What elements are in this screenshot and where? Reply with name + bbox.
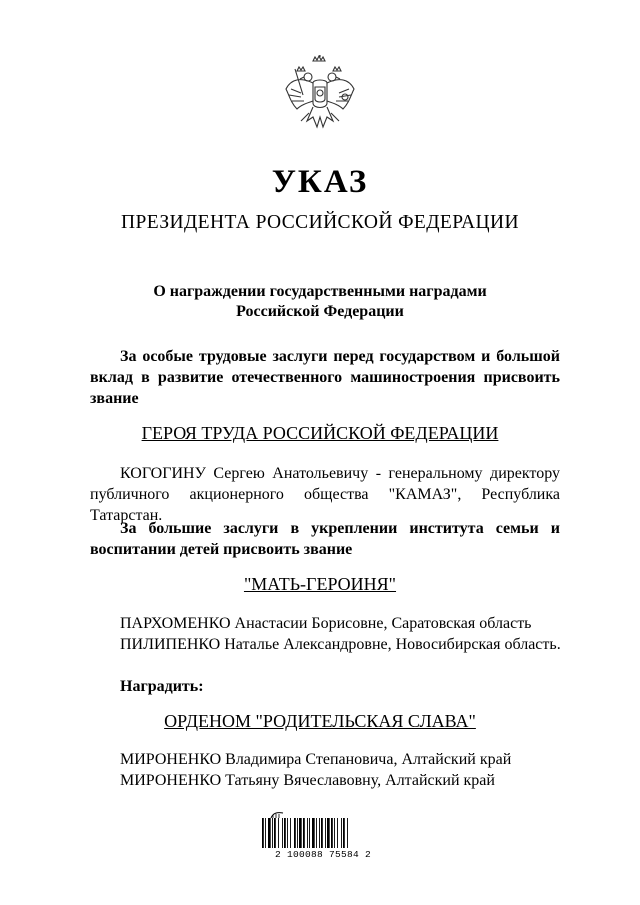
coat-of-arms-icon: [283, 55, 357, 141]
section3-label: Наградить:: [120, 678, 204, 695]
section3-recipient-list: [120, 749, 580, 791]
decree-subject-line-2: Российской Федерации: [236, 303, 404, 320]
barcode-number: 2 100088 75584 2: [274, 849, 371, 860]
section2-recipient-list: [120, 613, 580, 655]
section1-intro: За особые трудовые заслуги перед государством и большой вклад в развитие отечественного машиностроения присвоить звание: [90, 348, 560, 407]
section2-intro: За большие заслуги в укреплении института семьи и воспитании детей присвоить звание: [90, 520, 560, 558]
decree-subject: [0, 282, 640, 322]
list-item: МИРОНЕНКО Татьяну Вячеславовну, Алтайский край: [120, 772, 495, 789]
decree-subject-line-1: О награждении государственными наградами: [153, 283, 487, 300]
barcode: [262, 818, 378, 848]
document-subtitle: ПРЕЗИДЕНТА РОССИЙСКОЙ ФЕДЕРАЦИИ: [121, 212, 519, 233]
list-item: ПИЛИПЕНКО Наталье Александровне, Новосибирская область.: [120, 636, 561, 653]
section2-award-title: "МАТЬ-ГЕРОИНЯ": [243, 574, 397, 594]
list-item: ПАРХОМЕНКО Анастасии Борисовне, Саратовская область: [120, 615, 532, 632]
section1-award-title: ГЕРОЯ ТРУДА РОССИЙСКОЙ ФЕДЕРАЦИИ: [141, 423, 499, 443]
document-title: УКАЗ: [271, 164, 369, 200]
section1-recipient: КОГОГИНУ Сергею Анатольевичу - генеральному директору публичного акционерного общества "КАМАЗ", Республика Татарстан.: [90, 465, 560, 524]
list-item: МИРОНЕНКО Владимира Степановича, Алтайский край: [120, 751, 512, 768]
section3-award-title: ОРДЕНОМ "РОДИТЕЛЬСКАЯ СЛАВА": [164, 711, 476, 731]
